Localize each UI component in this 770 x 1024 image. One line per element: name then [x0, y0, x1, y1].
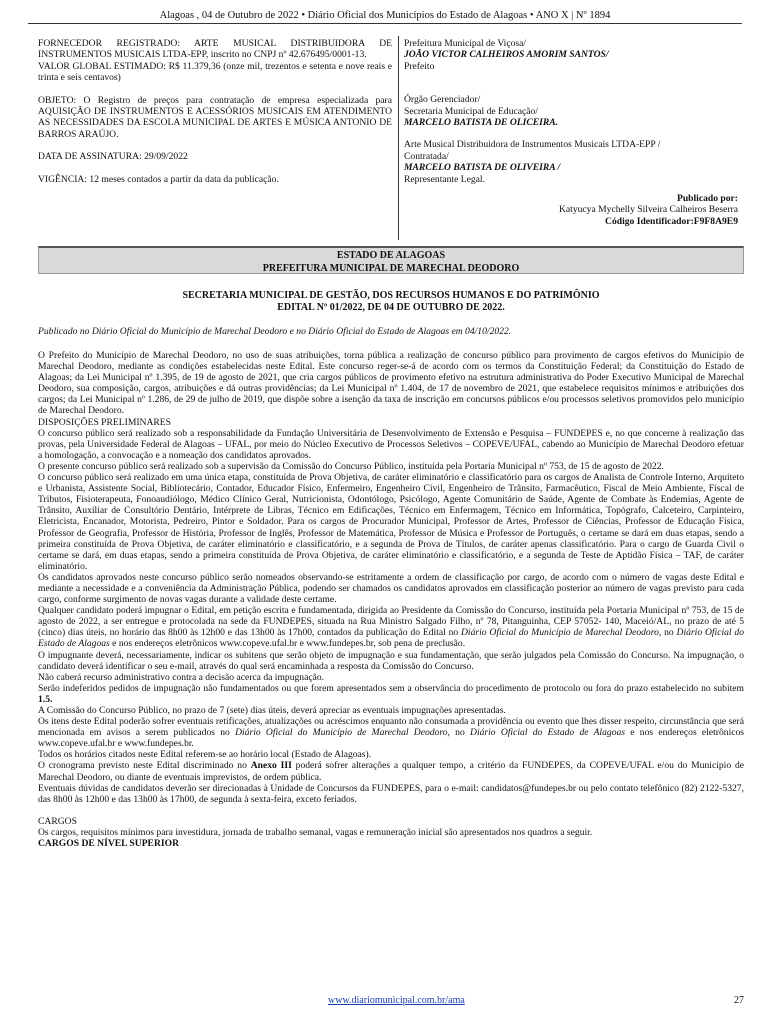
section-heading: CARGOS DE NÍVEL SUPERIOR	[38, 838, 180, 850]
footer-link[interactable]: www.diariomunicipal.com.br/ama	[328, 995, 465, 1006]
right-line: Contratada/	[404, 150, 449, 162]
right-line: Secretaria Municipal de Educação/	[404, 105, 538, 117]
bold-span: 1.5.	[38, 693, 53, 705]
right-line: Órgão Gerenciador/	[404, 94, 481, 106]
right-line: MARCELO BATISTA DE OLIVEIRA /	[404, 162, 561, 174]
publisher-block	[559, 193, 738, 227]
banner-state: ESTADO DE ALAGOAS	[336, 250, 446, 261]
page-header: Alagoas , 04 de Outubro de 2022 • Diário Oficial dos Municípios do Estado de Alagoas • ANO X | Nº 1894	[28, 8, 742, 24]
right-line: Prefeito	[404, 60, 435, 72]
object-paragraph: OBJETO: O Registro de preços para contratação de empresa especializada para AQUISIÇÃO DE INSTRUMENTOS E ACESSÓRIOS MUSICAIS EM ATENDIMENTO AS NECESSIDADES DA ESCOLA MUNICIPAL DE ARTES E MÚSICA ANTONIO DE BARROS ARAÚJO.	[38, 94, 392, 140]
body-paragraph	[38, 716, 744, 749]
left-column	[38, 38, 392, 185]
right-line: Arte Musical Distribuidora de Instrumentos Musicais LTDA-EPP /	[404, 139, 661, 151]
text-span: no	[449, 727, 471, 739]
body-paragraph: O concurso público será realizado em uma única etapa, constituída de Prova Objetiva, de caráter eliminatório e classificatório para os cargos de Analista de Controle Interno, Arquiteto e Urbanista, Assistente Social, Bibliotecário, Contador, Educador Físico, Enfermeiro, Engenheiro Civil, Engenheiro de Trânsito, Farmacêutico, Fiscal de Meio Ambiente, Fiscal de Tributos, Fisioterapeuta, Fonoaudiólogo, Médico Clínico Geral, Nutricionista, Odontólogo, Psicólogo, Agente Comunitário de Saúde, Agente de Combate às Endemias, Agente de Trânsito, Auxiliar de Consultório Dentário, Intérprete de Libras, Técnico em Edificações, Técnico em Enfermagem, Técnico em Informática, Topógrafo, Calceteiro, Carpinteiro, Eletricista, Encanador, Motorista, Pedreiro, Pintor e Soldador. Para os cargos de Procurador Municipal, Professor de Artes, Professor de Ciências, Professor de Educação Física, Professor de Geografia, Professor de História, Professor de Inglês, Professor de Matemática, Professor de Música e Professor de Português, o certame se dará em duas etapas, sendo a primeira constituída de Prova Objetiva, de caráter eliminatório e classificatório, e a segunda de Prova de Títulos, de caráter apenas classificatório. Para o cargo de Guarda Civil o certame se dará, em duas etapas, sendo a primeira constituída de Prova Objetiva, de caráter eliminatório e classificatório, e a segunda de Teste de Aptidão Física – TAF, de caráter eliminatório.	[38, 472, 744, 572]
title-line-1: SECRETARIA MUNICIPAL DE GESTÃO, DOS RECURSOS HUMANOS E DO PATRIMÔNIO	[182, 290, 600, 301]
right-line: JOÃO VICTOR CALHEIROS AMORIM SANTOS/	[404, 49, 609, 61]
text-span: e nos endereços eletrônicos www.copeve.ufal.br e www.fundepes.br.	[38, 727, 745, 750]
body-paragraph: O presente concurso público será realizado sob a supervisão da Comissão do Concurso Público, instituída pela Portaria Municipal nº 753, de 15 de agosto de 2022.	[38, 460, 664, 472]
text-span: e nos endereços eletrônicos www.copeve.ufal.br e www.fundepes.br, sob pena de preclusão.	[109, 638, 466, 650]
italic-span: Diário Oficial do Município de Marechal Deodoro,	[460, 627, 662, 639]
body-paragraph: O Prefeito do Município de Marechal Deodoro, no uso de suas atribuições, torna pública a realização de concurso público para provimento de cargos efetivos do Município de Marechal Deodoro, mediante as condições estabelecidas neste Edital. Este concurso reger-se-á de acordo com os termos da Constituição Federal; da Constituição do Estado de Alagoas; da Lei Municipal nº 1.395, de 19 de agosto de 2021, que cria cargos públicos de provimento efetivo na estrutura administrativa do Poder Executivo Municipal de Marechal Deodoro, sua composição, cargos, atribuições e dá outras providências; da Lei Municipal nº 1.404, de 17 de novembro de 2021, que estabelece requisitos mínimos e atribuições dos cargos; da Lei Municipal nº 1.286, de 29 de julho de 2019, que dispõe sobre a isenção da taxa de inscrição em concursos públicos e/ou processos seletivos promovidos pelo município de Marechal Deodoro.	[38, 350, 744, 417]
supplier-paragraph: FORNECEDOR REGISTRADO: ARTE MUSICAL DISTRIBUIDORA DE INSTRUMENTOS MUSICAIS LTDA-EPP, inscrito no CNPJ nº 42.676495/0001-13.	[38, 38, 392, 61]
title-line-2: EDITAL Nº 01/2022, DE 04 DE OUTUBRO DE 2022.	[277, 302, 505, 313]
body-paragraph: Não caberá recurso administrativo contra a decisão acerca da impugnação.	[38, 671, 325, 683]
identifier-code: Código Identificador:F9F8A9E9	[605, 215, 738, 227]
section-banner	[38, 246, 744, 274]
body-paragraph: Eventuais dúvidas de candidatos deverão ser direcionadas à Unidade de Concursos da FUNDEPES, para o e-mail: candidatos@fundepes.br ou pelo contato telefônico (82) 2122-5327, das 8h00 às 12h00 e das 13h00 às 17h00, de segunda à sexta-feira, exceto feriados.	[38, 782, 744, 805]
text-span: O cronograma previsto neste Edital discriminado no	[38, 760, 251, 772]
text-span: no	[661, 627, 677, 639]
right-line: MARCELO BATISTA DE OLICEIRA.	[404, 117, 559, 129]
publisher-label: Publicado por:	[676, 193, 738, 204]
document-title	[38, 290, 744, 314]
text-span: Os itens deste Edital poderão sofrer eventuais retificações, atualizações ou acréscimos enquanto não consumada a providência ou evento que lhes disser respeito, circunstância que será mencionada em avisos a serem publicados no	[38, 716, 744, 739]
body-paragraph	[38, 683, 744, 705]
italic-span: Diário Oficial do Estado de Alagoas	[38, 627, 745, 650]
text-span: poderá sofrer alterações a qualquer tempo, a critério da FUNDEPES, da COPEVE/UFAL e/ou do Município de Marechal Deodoro, ou diante de eventuais imprevistos, de ordem pública.	[38, 760, 745, 783]
body-paragraph	[38, 605, 744, 649]
italic-span: Diário Oficial do Estado de Alagoas	[470, 727, 626, 739]
column-divider	[398, 36, 399, 240]
body-paragraph: Os cargos, requisitos mínimos para investidura, jornada de trabalho semanal, vagas e remuneração inicial são apresentados nos quadros a seguir.	[38, 826, 593, 838]
text-span: Qualquer candidato poderá impugnar o Edital, em petição escrita e fundamentada, dirigida ao Presidente da Comissão do Concurso, instituída pela Portaria Municipal nº 753, de 15 de agosto de 2022, a ser entregue e protocolada na sede da FUNDEPES, situada na Rua Ministro Salgado Filho, nº 78, Pitanguinha, CEP 57052- 140, Maceió/AL, no prazo de até 5 (cinco) dias úteis, no horário das 8h00 às 12h00 e das 13h00 às 17h00, contados da publicação do Edital no	[38, 605, 744, 639]
body-paragraph: A Comissão do Concurso Público, no prazo de 7 (sete) dias úteis, deverá apreciar as eventuais impugnações apresentadas.	[38, 705, 506, 716]
body-paragraph: Os candidatos aprovados neste concurso público serão nomeados observando-se estritamente a ordem de classificação por cargo, de acordo com o número de vagas deste Edital e mediante a necessidade e a conveniência da Administração Pública, podendo ser chamados os candidatos aprovados em classificação posterior ao número de vagas previsto para cada cargo, conforme surgimento de novas vagas durante a validade deste certame.	[38, 571, 744, 606]
section-heading: DISPOSIÇÕES PRELIMINARES	[38, 416, 172, 428]
text-span: Serão indeferidos pedidos de impugnação não fundamentados ou que forem apresentados sem a observância do procedimento de protocolo ou fora do prazo estabelecido no subitem	[38, 682, 744, 694]
body-paragraph	[38, 760, 744, 782]
banner-prefecture: PREFEITURA MUNICIPAL DE MARECHAL DEODORO	[262, 263, 520, 274]
publication-note: Publicado no Diário Oficial do Município de Marechal Deodoro e no Diário Oficial do Estado de Alagoas em 04/10/2022.	[38, 326, 512, 337]
italic-span: Diário Oficial do Município de Marechal Deodoro,	[235, 727, 450, 739]
section-heading: CARGOS	[38, 815, 77, 827]
body-paragraph: O concurso público será realizado sob a responsabilidade da Fundação Universitária de Desenvolvimento de Extensão e Pesquisa – FUNDEPES e, no que concerne à realização das provas, pela Universidade Federal de Alagoas – UFAL, por meio do Núcleo Executivo de Processos Seletivos – COPEVE/UFAL, cabendo ao Município de Marechal Deodoro efetuar a homologação, a convocação e a nomeação dos candidatos aprovados.	[38, 427, 744, 461]
body-paragraph: Todos os horários citados neste Edital referem-se ao horário local (Estado de Alagoas).	[38, 749, 372, 761]
right-column	[404, 38, 744, 185]
page-number: 27	[734, 995, 744, 1006]
signature-date: DATA DE ASSINATURA: 29/09/2022	[38, 151, 188, 163]
publisher-name: Katyucya Mychelly Silveira Calheiros Beserra	[558, 204, 738, 216]
right-line: Representante Legal.	[404, 173, 485, 185]
right-line: Prefeitura Municipal de Viçosa/	[404, 38, 527, 49]
value-paragraph: VALOR GLOBAL ESTIMADO: R$ 11.379,36 (onze mil, trezentos e setenta e nove reais e trinta e seis centavos)	[38, 60, 392, 84]
edital-body	[38, 350, 744, 849]
bold-span: Anexo III	[250, 760, 292, 772]
validity-paragraph: VIGÊNCIA: 12 meses contados a partir da data da publicação.	[38, 173, 279, 185]
body-paragraph: O impugnante deverá, necessariamente, indicar os subitens que serão objeto de impugnação e sua fundamentação, que serão julgados pela Comissão do Concurso. Na impugnação, o candidato deverá identificar o seu e-mail, através do qual será encaminhada a resposta da Comissão do Concurso.	[38, 649, 744, 672]
